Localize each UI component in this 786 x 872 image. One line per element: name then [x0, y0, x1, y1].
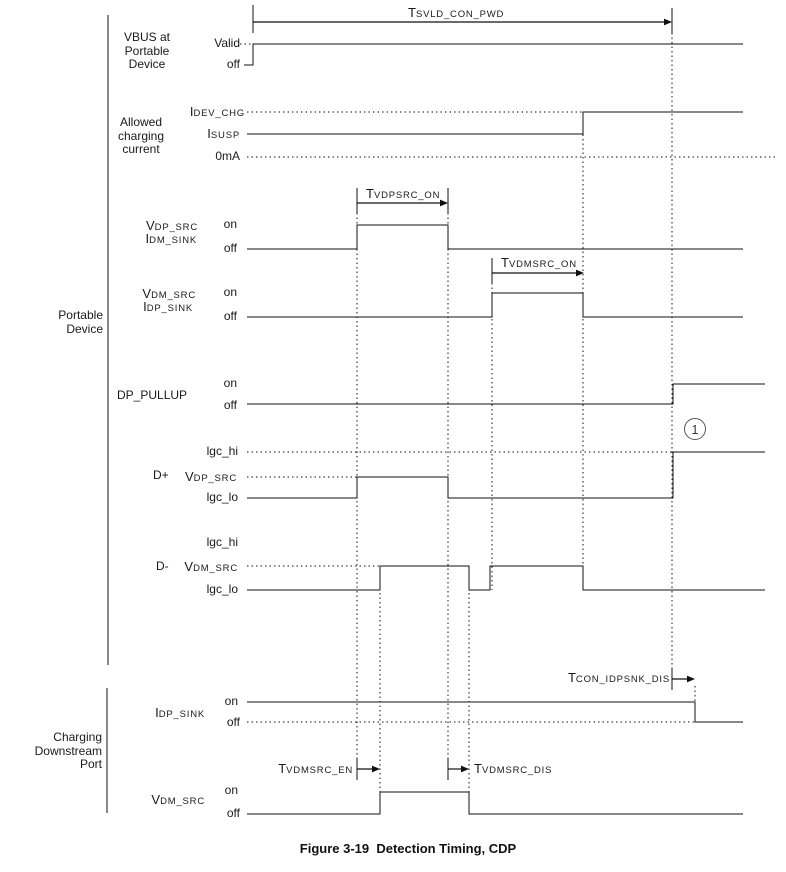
tvdpsrc-on-arrow-head: [440, 200, 448, 207]
isusp-label: ISUSP: [207, 126, 240, 141]
dminus-vdm-src-label: VDM_SRC: [184, 559, 238, 574]
tvdpsrc-on-label: TVDPSRC_ON: [366, 186, 441, 201]
vbus-valid-label: Valid: [214, 36, 240, 50]
dminus-lgc-hi-label: lgc_hi: [206, 535, 238, 549]
dplus-vdp-src-label: VDP_SRC: [184, 469, 237, 484]
vbus-group-label: VBUS at Portable Device: [123, 30, 171, 71]
idp-sink-cdp-label: IDP_SINK: [155, 705, 205, 720]
vdm-src-on-label: on: [224, 783, 238, 797]
dp-pullup-on-label: on: [223, 376, 237, 390]
tvdmsrc-on-label: TVDMSRC_ON: [501, 255, 577, 270]
d-minus-signal: [247, 566, 765, 590]
vbus-off-label: off: [226, 57, 240, 71]
dp-pullup-signal: [247, 384, 765, 404]
vdm-on-label: on: [223, 285, 237, 299]
dp-pullup-label: DP_PULLUP: [117, 388, 188, 402]
vbus-signal: [244, 44, 743, 65]
vdp-on-label: on: [223, 217, 237, 231]
dminus-label: D-: [156, 559, 169, 573]
cdp-group-label: Charging Downstream Port: [34, 730, 102, 771]
charging-current-signal: [247, 112, 743, 134]
dp-pullup-off-label: off: [223, 398, 237, 412]
vdm-off-label: off: [223, 309, 237, 323]
dplus-lgc-lo-label: lgc_lo: [206, 490, 238, 504]
dplus-lgc-hi-label: lgc_hi: [206, 444, 238, 458]
vdp-src-label: VDP_SRC: [145, 218, 198, 233]
d-plus-signal: [247, 452, 765, 498]
portable-device-group-label: Portable Device: [58, 308, 103, 336]
idev-chg-label: IDEV_CHG: [189, 104, 245, 119]
vdm-src-cdp-label: VDM_SRC: [151, 792, 205, 807]
tvdmsrc-en-arrow-head: [372, 766, 380, 773]
tvdmsrc-dis-arrow-head: [461, 766, 469, 773]
idp-sink-on-label: on: [224, 694, 238, 708]
dminus-lgc-lo-label: lgc_lo: [206, 582, 238, 596]
figure-caption: Figure 3-19 Detection Timing, CDP: [299, 841, 517, 856]
idm-sink-label: IDM_SINK: [145, 231, 197, 246]
tsvld-arrow-head: [664, 19, 672, 26]
vdp-src-idm-sink-signal: [247, 225, 743, 249]
idp-sink-off-label: off: [226, 715, 240, 729]
tvdmsrc-en-label: TVDMSRC_EN: [278, 761, 353, 776]
dplus-label: D+: [153, 468, 169, 482]
vdm-src-cdp-signal: [247, 792, 743, 814]
tcon-arrow-head: [687, 676, 695, 683]
vdp-off-label: off: [223, 241, 237, 255]
tsvld-con-pwd-label: TSVLD_CON_PWD: [408, 5, 505, 20]
tcon-idpsnk-dis-label: TCON_IDPSNK_DIS: [567, 670, 670, 685]
vdm-src-idp-sink-signal: [247, 293, 743, 317]
vdm-src-off-label: off: [226, 806, 240, 820]
idp-sink-pd-label: IDP_SINK: [143, 299, 193, 314]
vdm-src-label: VDM_SRC: [142, 286, 196, 301]
charging-current-group-label: Allowed charging current: [117, 115, 165, 156]
idp-sink-signal: [247, 702, 743, 722]
zero-ma-label: 0mA: [215, 149, 240, 163]
note-1-annotation: 1: [684, 418, 706, 440]
tvdmsrc-dis-label: TVDMSRC_DIS: [474, 761, 553, 776]
